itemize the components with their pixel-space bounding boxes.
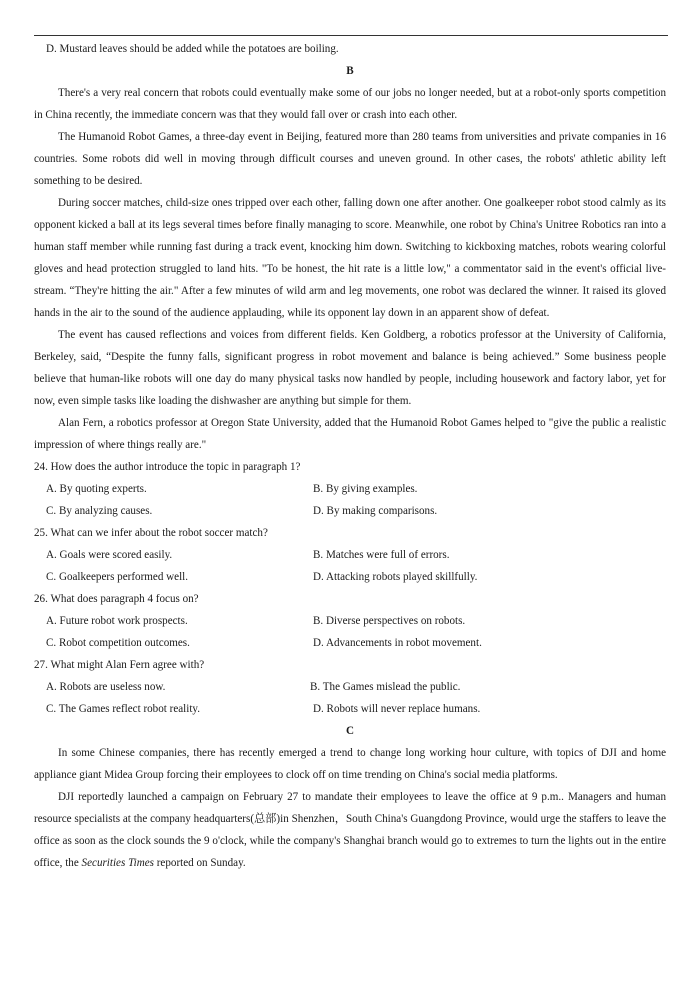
question-25-options-row-2 (34, 566, 666, 588)
question-24-option-d: D. By making comparisons. (313, 505, 438, 517)
section-c-paragraph-2-text: DJI reportedly launched a campaign on February 27 to mandate their employees to leave the office at 9 p.m.. Managers and human resource specialists at the company headquarters(总部)in Shenzhen，South China's Guangdong Province, would urge the staffers to leave the office as soon as the clock sounds the 9 o'clock, while the company's Shanghai branch would go to extremes to turn the lights out in the entire office, the (34, 791, 666, 869)
previous-question-option-d: D. Mustard leaves should be added while the potatoes are boiling. (46, 43, 339, 55)
section-b-paragraph-4: The event has caused reflections and voices from different fields. Ken Goldberg, a robotics professor at the University of California, Berkeley, said, “Despite the funny falls, significant progress in robot movement and balance is being achieved.” Some business people believe that human-like robots will one day do many physical tasks now handled by people, including housework and factory labor, yet for now, even simple tasks like loading the dishwasher are anything but simple for them. (34, 329, 666, 407)
question-25-option-c: C. Goalkeepers performed well. (46, 571, 189, 583)
question-25-options-row-1 (34, 544, 666, 566)
section-b-paragraph-3: During soccer matches, child-size ones tripped over each other, falling down one after another. One goalkeeper robot stood calmly as its opponent kicked a ball at its legs several times before finally managing to score. Meanwhile, one robot by China's Unitree Robotics ran into a human staff member while running fast during a track event, knocking him down. Switching to kickboxing matches, robots wearing colorful gloves and head protection struggled to land hits. "To be honest, the hit rate is a little low," a commentator said in the event's official live-stream. “They're hitting the air." After a few minutes of wild arm and leg movements, one robot was declared the winner. It raised its gloved hands in the air to the sound of the audience applauding, while its opponent lay down in an apparent show of defeat. (34, 197, 666, 319)
question-25: 25. What can we infer about the robot soccer match? (34, 527, 268, 539)
document-body (34, 38, 666, 874)
question-24-options-row-1 (34, 478, 666, 500)
question-25-option-a: A. Goals were scored easily. (46, 549, 173, 561)
question-26-option-a: A. Future robot work prospects. (46, 615, 188, 627)
section-c-paragraph-1: In some Chinese companies, there has recently emerged a trend to change long working hour culture, with topics of DJI and home appliance giant Midea Group forcing their employees to clock off on time trending on China's social media platforms. (34, 747, 666, 781)
question-25-option-d: D. Attacking robots played skillfully. (313, 571, 478, 583)
newspaper-name: Securities Times (81, 857, 154, 869)
question-24-option-b: B. By giving examples. (313, 483, 418, 495)
question-27-options-row-1 (34, 676, 666, 698)
section-b-title: B (346, 65, 354, 77)
question-26-options-row-1 (34, 610, 666, 632)
question-27-option-d: D. Robots will never replace humans. (313, 703, 481, 715)
question-27-options-row-2 (34, 698, 666, 720)
question-26-option-b: B. Diverse perspectives on robots. (313, 615, 466, 627)
section-c-paragraph-2 (34, 786, 666, 874)
question-26-option-d: D. Advancements in robot movement. (313, 637, 482, 649)
question-24-option-a: A. By quoting experts. (46, 483, 147, 495)
question-26-option-c: C. Robot competition outcomes. (46, 637, 190, 649)
question-26: 26. What does paragraph 4 focus on? (34, 593, 199, 605)
section-b-paragraph-5: Alan Fern, a robotics professor at Oregon State University, added that the Humanoid Robot Games helped to "give the public a realistic impression of where things really are." (34, 417, 666, 451)
question-24-option-c: C. By analyzing causes. (46, 505, 153, 517)
question-27: 27. What might Alan Fern agree with? (34, 659, 205, 671)
top-divider (34, 35, 668, 36)
section-c-title: C (345, 725, 354, 737)
question-27-option-b: B. The Games mislead the public. (310, 681, 461, 693)
question-27-option-a: A. Robots are useless now. (46, 681, 166, 693)
question-24-options-row-2 (34, 500, 666, 522)
section-c-paragraph-2-end: reported on Sunday. (153, 857, 246, 869)
question-26-options-row-2 (34, 632, 666, 654)
question-27-option-c: C. The Games reflect robot reality. (46, 703, 201, 715)
question-24: 24. How does the author introduce the topic in paragraph 1? (34, 461, 301, 473)
question-25-option-b: B. Matches were full of errors. (313, 549, 450, 561)
section-b-paragraph-2: The Humanoid Robot Games, a three-day event in Beijing, featured more than 280 teams from universities and private companies in 16 countries. Some robots did well in moving through difficult courses and uneven ground. In other cases, the robots' athletic ability left something to be desired. (34, 131, 666, 187)
section-b-paragraph-1: There's a very real concern that robots could eventually make some of our jobs no longer needed, but at a robot-only sports competition in China recently, the immediate concern was that they would fall over or crash into each other. (34, 87, 666, 121)
